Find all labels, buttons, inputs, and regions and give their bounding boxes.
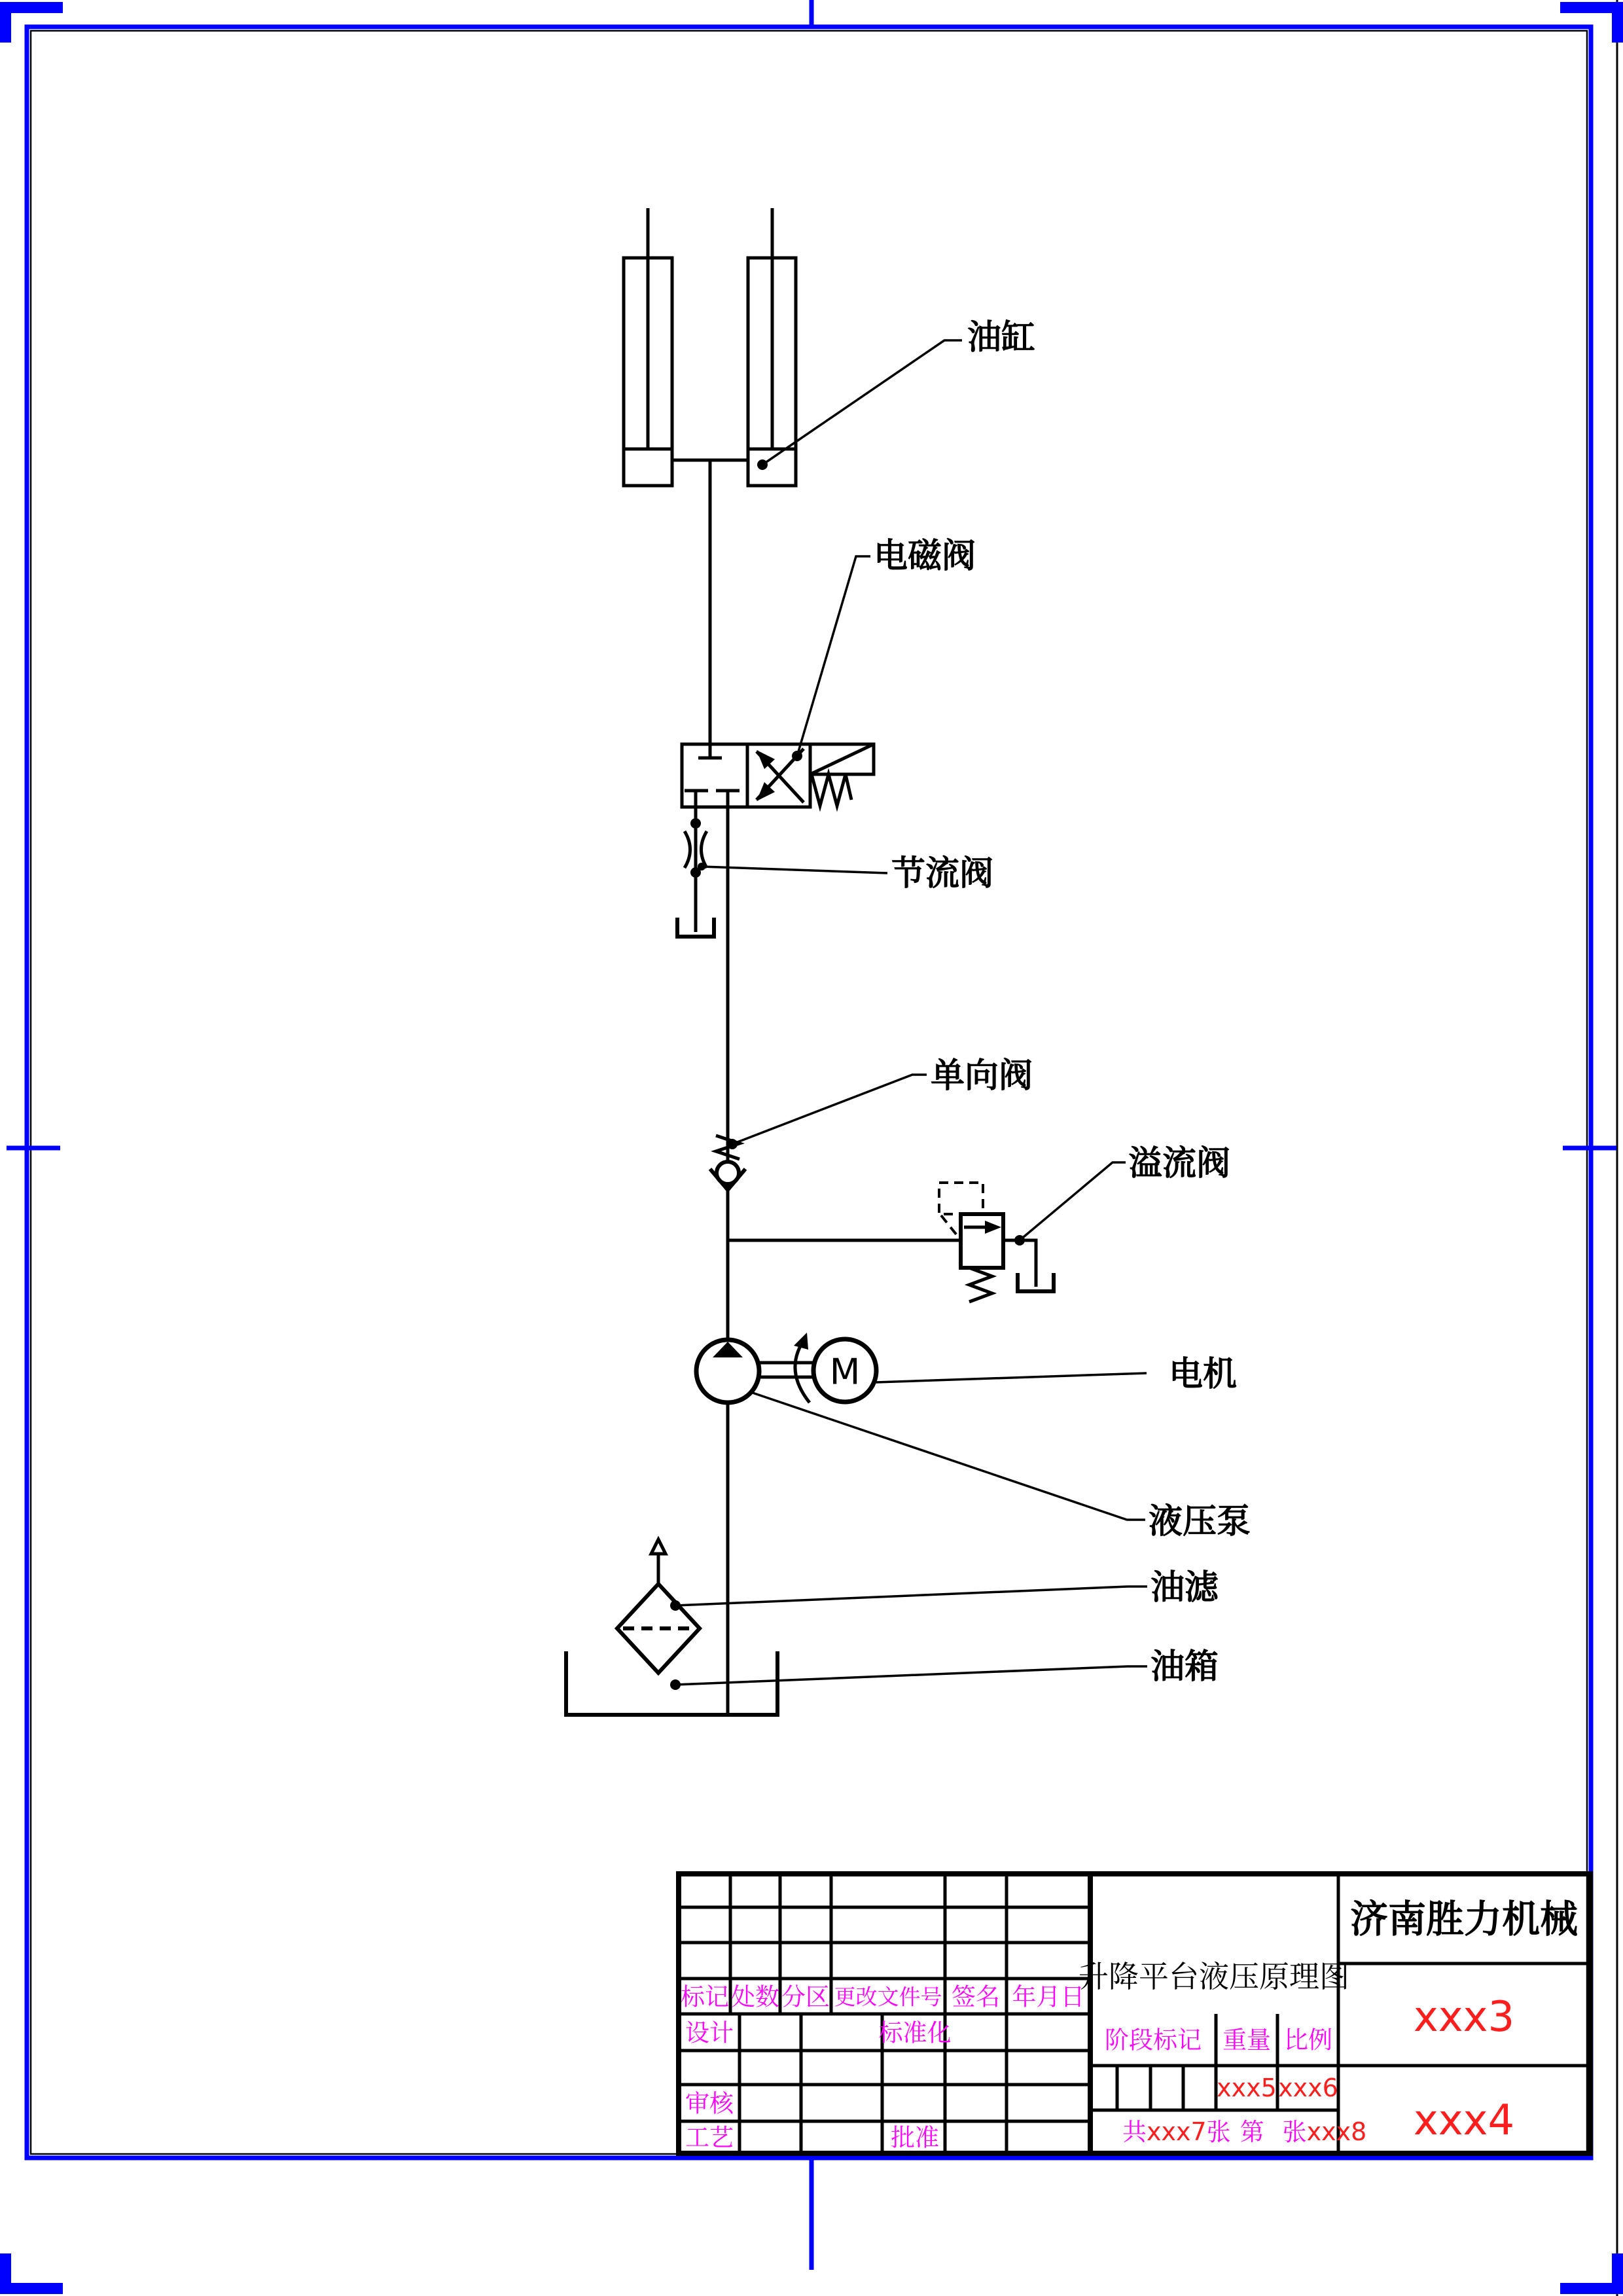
- leader-pump: [753, 1393, 1145, 1520]
- leader-throttle: [702, 867, 887, 873]
- pump-motor-group: [696, 1333, 876, 1403]
- label-cylinder: 油缸: [967, 318, 1036, 357]
- drawing-title: 升降平台液压原理图: [1079, 1959, 1349, 1994]
- throttle-arc-left: [685, 831, 690, 868]
- tb-header-count: 处数: [731, 1982, 779, 2011]
- tb-weight-value: xxx5: [1217, 2073, 1277, 2102]
- tb-weight: 重量: [1222, 2026, 1271, 2054]
- tb-sheet-word2: 张: [1282, 2117, 1307, 2146]
- relief-spring: [969, 1268, 992, 1302]
- tb-role-approve: 批准: [891, 2123, 939, 2152]
- label-tank: 油箱: [1150, 1647, 1219, 1687]
- tb-header-zone: 分区: [781, 1982, 830, 2011]
- rotation-arrow-head: [794, 1333, 808, 1350]
- leader-cylinder: [762, 340, 962, 465]
- label-solenoid: 电磁阀: [874, 537, 976, 576]
- tb-header-mark: 标记: [681, 1982, 729, 2011]
- hydraulic-circuit: [566, 208, 1054, 1715]
- relief-valve-symbol: [728, 1183, 1054, 1302]
- motor-letter: M: [829, 1351, 861, 1393]
- tb-sheet-total-prefix: 共: [1122, 2117, 1147, 2146]
- valve-position-1: [682, 744, 747, 807]
- tb-header-change: 更改文件号: [834, 1984, 942, 2010]
- corner-mark-bl-v: [0, 2253, 11, 2294]
- suction-arrow: [651, 1539, 666, 1554]
- filter-symbol: [617, 1539, 700, 1673]
- throttle-valve-symbol: [677, 818, 714, 937]
- corner-mark-tr-v: [1612, 2, 1623, 43]
- throttle-arc-right: [702, 831, 707, 868]
- label-throttle: 节流阀: [891, 854, 994, 893]
- label-check: 单向阀: [931, 1056, 1033, 1096]
- tb-scale: 比例: [1284, 2026, 1332, 2054]
- tb-role-design: 设计: [685, 2018, 734, 2047]
- company-name: 济南胜力机械: [1349, 1897, 1578, 1941]
- relief-pilot-box: [939, 1183, 983, 1214]
- leader-check: [732, 1075, 927, 1144]
- corner-marks: [0, 2, 1623, 2294]
- title-block: [679, 1874, 1590, 2153]
- tb-role-standardize: 标准化: [878, 2018, 952, 2047]
- leader-tank: [675, 1666, 1147, 1685]
- tb-header-sign: 签名: [952, 1982, 1000, 2011]
- corner-mark-tl-v: [0, 2, 11, 43]
- junction-dot: [690, 818, 701, 829]
- label-filter: 油滤: [1150, 1568, 1219, 1607]
- leader-solenoid: [797, 556, 870, 756]
- corner-mark-br-v: [1612, 2253, 1623, 2294]
- relief-body: [961, 1214, 1003, 1268]
- tb-role-review: 审核: [685, 2089, 734, 2118]
- tb-sheet-row: [1122, 2117, 1366, 2146]
- leader-filter: [675, 1587, 1147, 1605]
- relief-pilot-link: [941, 1215, 959, 1238]
- leader-motor: [876, 1373, 1147, 1382]
- solenoid-valve-symbol: [682, 744, 874, 831]
- tb-left-grid: [679, 1874, 1090, 2153]
- tb-stage-mark: 阶段标记: [1105, 2026, 1202, 2054]
- label-pump: 液压泵: [1149, 1502, 1251, 1541]
- rotation-arc: [795, 1340, 810, 1403]
- label-relief: 溢流阀: [1128, 1144, 1231, 1183]
- code-top: xxx3: [1413, 1993, 1515, 2041]
- solenoid-diagonal: [810, 744, 874, 774]
- valve-spring: [812, 774, 851, 806]
- tb-sheet-total-value: xxx7: [1147, 2117, 1207, 2146]
- cylinder-symbol: [624, 208, 796, 486]
- label-motor: 电机: [1169, 1355, 1238, 1394]
- leader-relief: [1020, 1162, 1126, 1240]
- tb-role-process: 工艺: [685, 2123, 734, 2152]
- inner-border-blue: [27, 27, 1591, 2158]
- inner-border-black: [31, 31, 1587, 2154]
- tb-sheet-ordinal: 第: [1240, 2117, 1264, 2146]
- tb-sheet-word: 张: [1206, 2117, 1231, 2146]
- callouts: [670, 318, 1251, 1690]
- code-bottom: xxx4: [1413, 2096, 1515, 2145]
- tb-sheet-current-value: xxx8: [1306, 2117, 1367, 2146]
- tb-header-date: 年月日: [1012, 1982, 1085, 2011]
- tb-scale-value: xxx6: [1278, 2073, 1338, 2102]
